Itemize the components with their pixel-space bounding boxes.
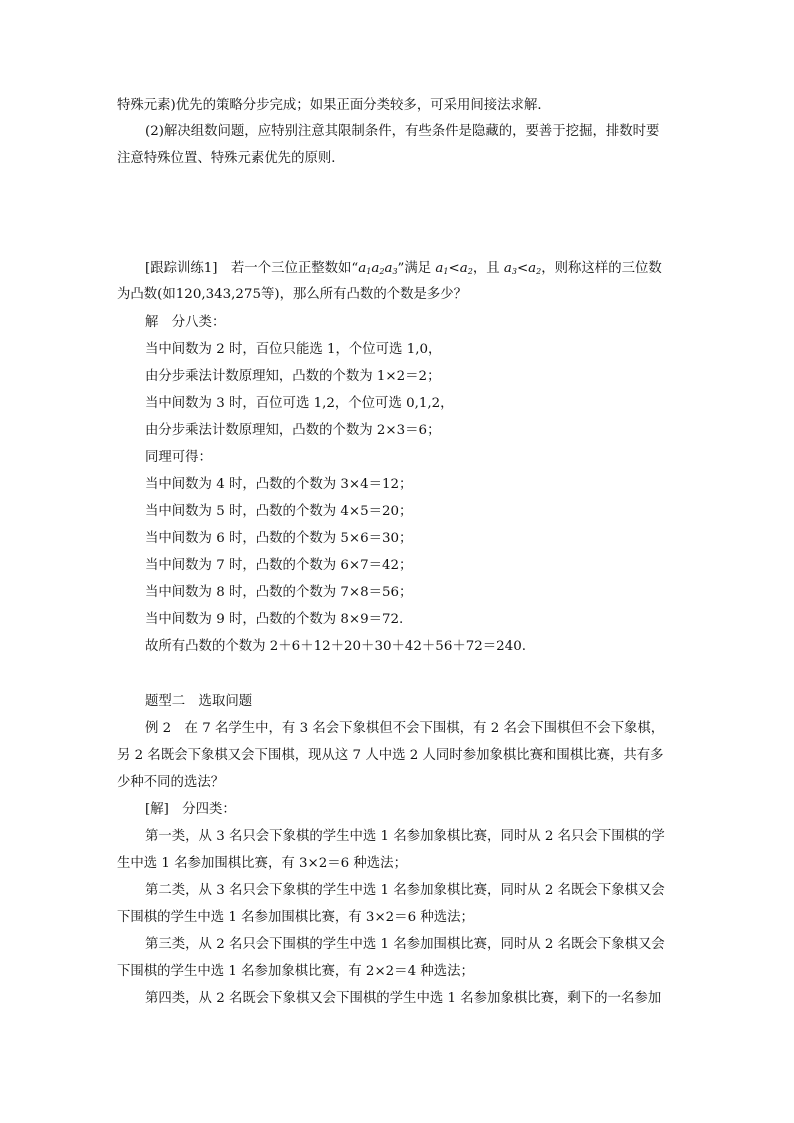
training-tail-a: ”满足 <box>397 261 436 276</box>
answer-line: 下围棋的学生中选 1 名参加围棋比赛，有 3×2＝6 种选法； <box>117 910 474 925</box>
solution-line: 当中间数为 9 时，凸数的个数为 8×9＝72. <box>145 612 404 627</box>
training-tail-c: ，则称这样的三位数 <box>541 261 662 276</box>
solution-line: 由分步乘法计数原理知，凸数的个数为 2×3＝6； <box>145 423 441 438</box>
answer-line: 下围棋的学生中选 1 名参加象棋比赛，有 2×2＝4 种选法； <box>117 964 474 979</box>
solution-line: 当中间数为 7 时，凸数的个数为 6×7＝42； <box>145 558 413 573</box>
answer-line: 第二类，从 3 名只会下象棋的学生中选 1 名参加象棋比赛，同时从 2 名既会下象棋又会 <box>145 883 665 898</box>
math-a3-lt-a2: $a_3$ <box>503 261 517 276</box>
solution-line: 当中间数为 2 时，百位只能选 1，个位可选 1,0， <box>145 342 442 357</box>
example-line: 另 2 名既会下象棋又会下围棋，现从这 7 人中选 2 人同时参加象棋比赛和围棋比赛，共有多 <box>117 748 664 763</box>
intro-line-1: 特殊元素)优先的策略分步完成；如果正面分类较多，可采用间接法求解． <box>117 98 551 113</box>
training-line-1: [跟踪训练1] 若一个三位正整数如“$a_1a_2a_3$”满足 $a_1<a_2$，且 $a_3<a_2$，则称这样的三位数 <box>145 261 662 276</box>
math-a1a2a3: $a_1a_2a_3$ <box>358 261 398 276</box>
section-title: 题型二 选取问题 <box>145 694 253 709</box>
solution-line: 当中间数为 4 时，凸数的个数为 3×4＝12； <box>145 477 413 492</box>
math-a1-lt-a2: $a_1$ <box>435 261 449 276</box>
answer-line: 第四类，从 2 名既会下象棋又会下围棋的学生中选 1 名参加象棋比赛，剩下的一名参加 <box>145 991 662 1006</box>
solution-line: 当中间数为 8 时，凸数的个数为 7×8＝56； <box>145 585 413 600</box>
answer-line: 生中选 1 名参加围棋比赛，有 3×2＝6 种选法； <box>117 856 407 871</box>
solution-line: 当中间数为 6 时，凸数的个数为 5×6＝30； <box>145 531 413 546</box>
math-lt-2: < <box>516 261 529 276</box>
math-lt-1: < <box>448 261 460 276</box>
training-line-2: 为凸数(如120,343,275等)，那么所有凸数的个数是多少？ <box>117 287 468 302</box>
example-line: 例 2 在 7 名学生中，有 3 名会下象棋但不会下围棋，有 2 名会下围棋但不会下象棋， <box>145 721 665 736</box>
solution-line: 当中间数为 5 时，凸数的个数为 4×5＝20； <box>145 504 413 519</box>
answer-line: [解] 分四类： <box>145 802 236 817</box>
intro-line-2: (2)解决组数问题，应特别注意其限制条件，有些条件是隐藏的，要善于挖掘，排数时要 <box>145 124 660 139</box>
training-head: [跟踪训练1] 若一个三位正整数如“ <box>145 261 359 276</box>
answer-line: 第一类，从 3 名只会下象棋的学生中选 1 名参加象棋比赛，同时从 2 名只会下围棋的学 <box>145 829 665 844</box>
training-tail-b: ，且 <box>472 261 504 276</box>
solution-line: 当中间数为 3 时，百位可选 1,2，个位可选 0,1,2， <box>145 396 454 411</box>
example-line: 少种不同的选法？ <box>117 775 225 790</box>
solution-line: 由分步乘法计数原理知，凸数的个数为 1×2＝2； <box>145 369 441 384</box>
solution-line: 解 分八类： <box>145 315 226 330</box>
solution-line: 故所有凸数的个数为 2＋6＋12＋20＋30＋42＋56＋72＝240. <box>145 639 526 654</box>
answer-line: 第三类，从 2 名只会下围棋的学生中选 1 名参加围棋比赛，同时从 2 名既会下象棋又会 <box>145 937 665 952</box>
intro-line-3: 注意特殊位置、特殊元素优先的原则． <box>117 151 345 166</box>
solution-line: 同理可得： <box>145 450 212 465</box>
